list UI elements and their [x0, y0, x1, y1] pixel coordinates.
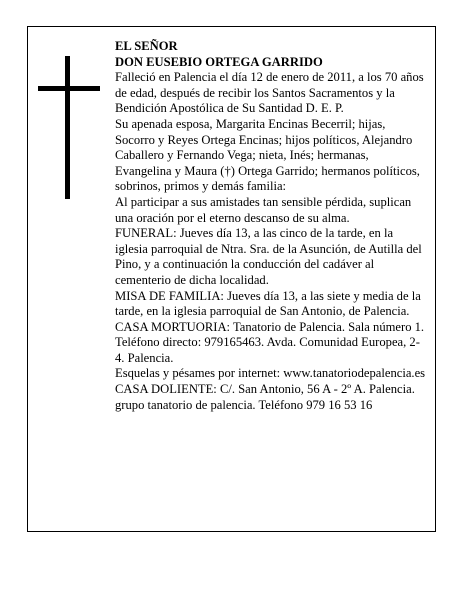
cross-icon — [38, 56, 100, 199]
online-condolences: Esquelas y pésames por internet: www.tanatoriodepalencia.es — [115, 366, 426, 381]
death-notice: Falleció en Palencia el día 12 de enero de 2011, a los 70 años de edad, después de recibir los Santos Sacramentos y la Bendición Apostólica de Su Santidad D. E. P. — [115, 70, 424, 116]
funeral-info: FUNERAL: Jueves día 13, a las cinco de la tarde, en la iglesia parroquial de Ntra. Sra. de la Asunción, de Autilla del Pino, y a continuación la conducción del cadáver al cementerio de dicha localidad. — [115, 226, 422, 287]
prayer-request: Al participar a sus amistades tan sensible pérdida, suplican una oración por el eterno descanso de su alma. — [115, 194, 412, 225]
obituary-title: EL SEÑOR — [115, 39, 178, 53]
cross-horizontal-bar — [38, 86, 100, 91]
family-mass-info: MISA DE FAMILIA: Jueves día 13, a las siete y media de la tarde, en la iglesia parroquial de San Antonio, de Palencia. — [115, 288, 421, 319]
funeral-group-phone: grupo tanatorio de palencia. Teléfono 979 16 53 16 — [115, 397, 373, 412]
cross-vertical-bar — [65, 56, 70, 199]
family-list: Su apenada esposa, Margarita Encinas Becerril; hijas, Socorro y Reyes Ortega Encinas; hijos políticos, Alejandro Caballero y Fernando Vega; nieta, Inés; hermanas, Evangelina y Maura (†) Ortega Garrido; hermanos políticos, sobrinos, primos y demás familia: — [115, 116, 420, 194]
obituary-text — [115, 39, 427, 413]
family-home-address: CASA DOLIENTE: C/. San Antonio, 56 A - 2º A. Palencia. — [115, 382, 415, 397]
funeral-home-info: CASA MORTUORIA: Tanatorio de Palencia. Sala número 1. Teléfono directo: 979165463. Avda. Comunidad Europea, 2-4. Palencia. — [115, 319, 425, 365]
deceased-name: DON EUSEBIO ORTEGA GARRIDO — [115, 54, 323, 69]
